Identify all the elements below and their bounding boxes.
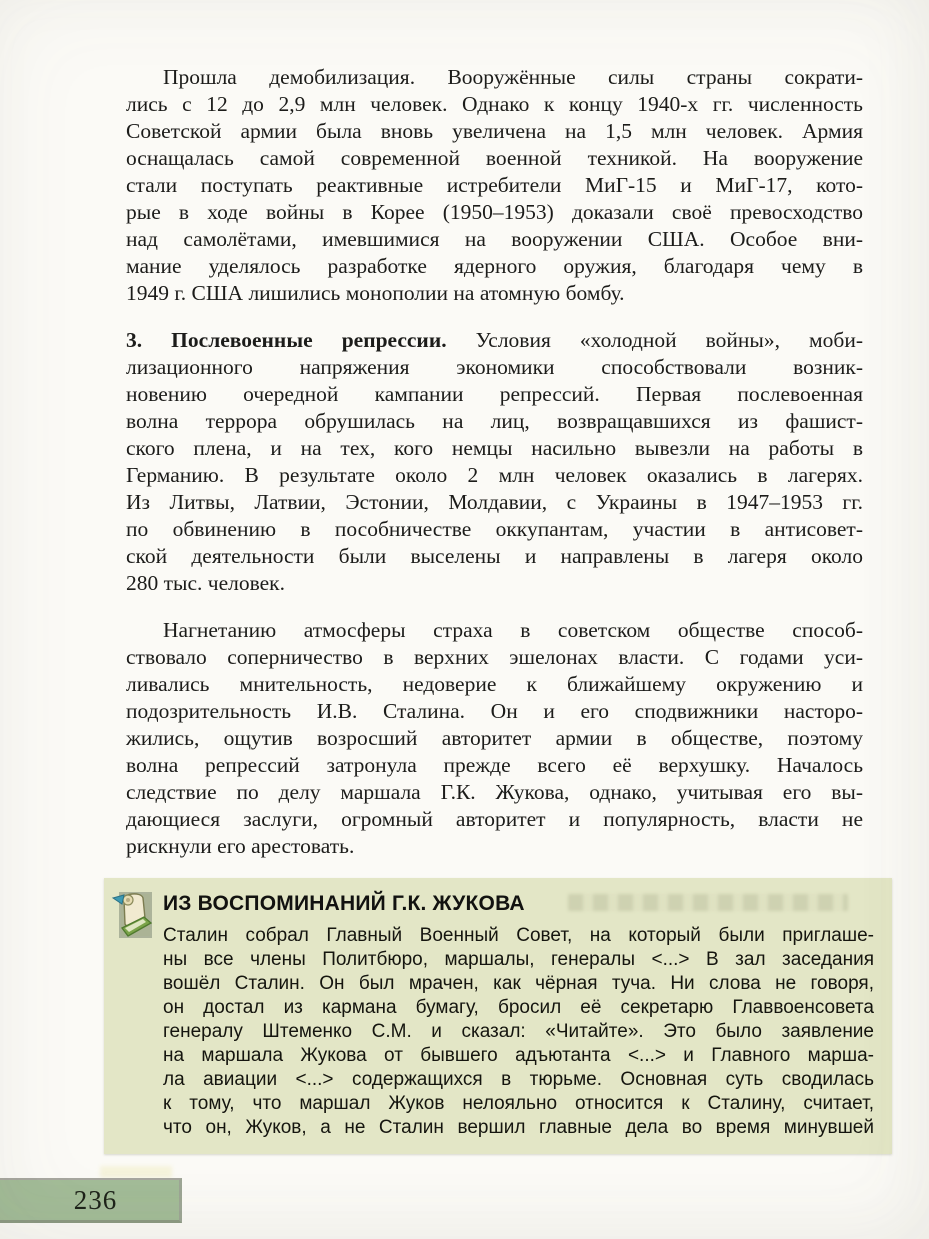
text-line: на маршала Жукова от бывшего адъютанта <...> и Главного марша- (163, 1045, 874, 1066)
text-line: 280 тыс. человек. (126, 571, 285, 595)
text-line: лись с 12 до 2,9 млн человек. Однако к концу 1940-х гг. численность (126, 92, 863, 116)
text-line: новению очередной кампании репрессий. Первая послевоенная (126, 382, 863, 406)
quote-box-text (163, 924, 874, 1140)
page-content (126, 64, 863, 860)
text-line: Сталин собрал Главный Военный Совет, на который были приглаше- (163, 925, 874, 946)
paragraph-demobilization (126, 64, 863, 307)
text-line: Германию. В результате около 2 млн человек оказались в лагерях. (126, 463, 863, 487)
text-line: оснащалась самой современной военной техникой. На вооружение (126, 146, 863, 170)
scroll-icon (110, 890, 154, 940)
text-line: мание уделялось разработке ядерного оружия, благодаря чему в (126, 254, 863, 278)
paragraph-fear-atmosphere (126, 617, 863, 860)
page-number-strip (0, 1178, 182, 1223)
text-line: дающиеся заслуги, огромный авторитет и популярность, власти не (126, 807, 863, 831)
text-line: волна террора обрушилась на лиц, возвращавшихся из фашист- (126, 409, 863, 433)
text-line: 1949 г. США лишились монополии на атомную бомбу. (126, 281, 625, 305)
text-line: что он, Жуков, а не Сталин вершил главные дела во время минувшей (163, 1117, 874, 1138)
text-line: стали поступать реактивные истребители МиГ-15 и МиГ-17, кото- (126, 173, 863, 197)
text-line: ского плена, и на тех, кого немцы насильно вывезли на работы в (126, 436, 863, 460)
text-line: ливались мнительность, недоверие к ближайшему окружению и (126, 672, 863, 696)
quote-box (104, 878, 892, 1154)
text-line: генералу Штеменко С.М. и сказал: «Читайте». Это было заявление (163, 1021, 874, 1042)
text-line: Из Литвы, Латвии, Эстонии, Молдавии, с Украины в 1947–1953 гг. (126, 490, 863, 514)
text-line: ла авиации <...> содержащихся в тюрьме. Основная суть сводилась (163, 1069, 874, 1090)
text-line: лизационного напряжения экономики способствовали возник- (126, 355, 863, 379)
page-number: 236 (73, 1184, 118, 1215)
text-line: Прошла демобилизация. Вооружённые силы страны сократи- (163, 65, 863, 89)
text-line: по обвинению в пособничестве оккупантам, участии в антисовет- (126, 517, 863, 541)
text-line: он достал из кармана бумагу, бросил её секретарю Главвоенсовета (163, 997, 874, 1018)
text-line: волна репрессий затронула прежде всего её верхушку. Началось (126, 753, 863, 777)
text-line: 3. Послевоенные репрессии. Условия «холодной войны», моби- (126, 328, 863, 352)
text-line: вошёл Сталин. Он был мрачен, как чёрная туча. Ни слова не говоря, (163, 973, 874, 994)
text-line: ствовало соперничество в верхних эшелонах власти. С годами уси- (126, 645, 863, 669)
text-line: к тому, что маршал Жуков нелояльно относится к Сталину, считает, (163, 1093, 874, 1114)
scan-smudge (100, 1166, 172, 1178)
section-heading: 3. Послевоенные репрессии. (126, 328, 447, 352)
paragraph-postwar-repressions (126, 327, 863, 597)
text-line: ны все члены Политбюро, маршалы, генералы <...> В зал заседания (163, 949, 874, 970)
text-line: рискнули его арестовать. (126, 834, 355, 858)
text-line: подозрительность И.В. Сталина. Он и его сподвижники насторо- (126, 699, 863, 723)
text-line: над самолётами, имевшимися на вооружении США. Особое вни- (126, 227, 863, 251)
text-line: следствие по делу маршала Г.К. Жукова, однако, учитывая его вы- (126, 780, 863, 804)
text-line: Нагнетанию атмосферы страха в советском обществе способ- (163, 618, 863, 642)
text-line: жились, ощутив возросший авторитет армии в обществе, поэтому (126, 726, 863, 750)
text-line: Советской армии была вновь увеличена на 1,5 млн человек. Армия (126, 119, 863, 143)
text-line: ской деятельности были выселены и направлены в лагеря около (126, 544, 863, 568)
quote-box-title: ИЗ ВОСПОМИНАНИЙ Г.К. ЖУКОВА (163, 892, 525, 915)
text-line: рые в ходе войны в Корее (1950–1953) доказали своё превосходство (126, 200, 863, 224)
